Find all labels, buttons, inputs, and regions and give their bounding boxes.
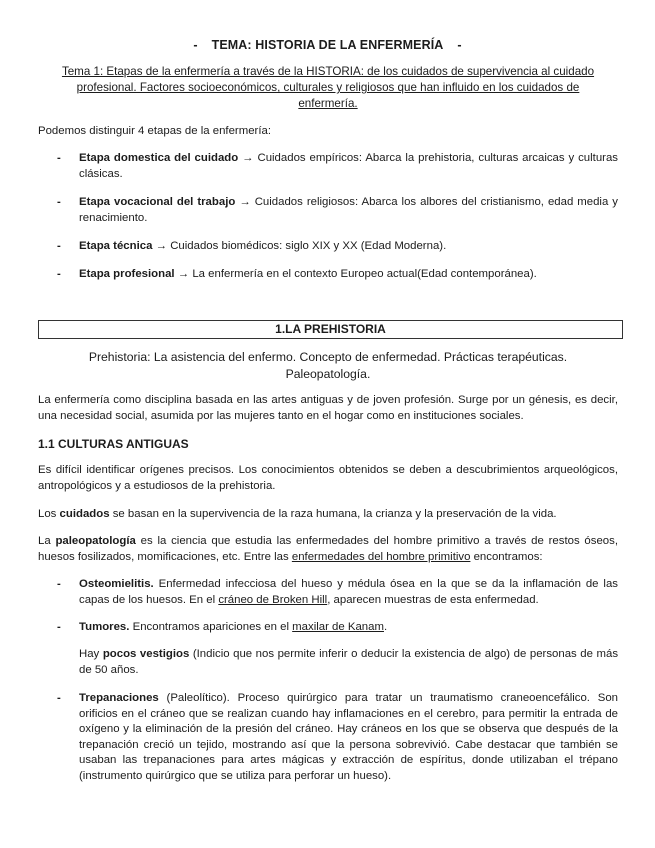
bullet: - — [57, 578, 61, 590]
paragraph-cuidados — [38, 507, 618, 523]
document-title — [0, 38, 655, 52]
intro-paragraph: Podemos distinguir 4 etapas de la enfermería: — [38, 125, 272, 137]
list-item-osteomielitis — [58, 577, 618, 608]
text-run: . — [383, 621, 388, 633]
list-item-stage-3 — [58, 239, 618, 255]
stage-text: Cuidados empíricos: Abarca la prehistoria, culturas arcaicas y culturas clásicas. — [79, 152, 618, 180]
underlined-term: cráneo de Broken Hill — [218, 593, 328, 606]
stage-name: Etapa técnica — [79, 240, 153, 252]
term-cuidados: cuidados — [59, 508, 110, 520]
subsection-heading: 1.1 CULTURAS ANTIGUAS — [38, 437, 189, 451]
text-run: Los — [38, 508, 60, 520]
stage-name: Etapa domestica del cuidado — [79, 152, 239, 164]
bullet: - — [57, 152, 61, 164]
text-run: Enfermedad infecciosa del hueso y médula ósea en la que se da la inflamación de las capas de los huesos. En el — [79, 578, 618, 606]
list-item-tumores — [58, 620, 618, 636]
arrow-icon: → — [177, 268, 190, 280]
section-subheading: Prehistoria: La asistencia del enfermo. Concepto de enfermedad. Prácticas terapéuticas. Paleopatología. — [88, 350, 568, 381]
list-item-stage-1 — [58, 151, 618, 182]
text-run: (Paleolítico). Proceso quirúrgico para tratar un traumatismo craneoencefálico. Son orificios en el cráneo que se realizan cuando hay inflamaciones en el cerebro, para permitir la entrada de oxígeno y la eliminación de la presión del cráneo. Hay cráneos en los que se observa que después de la trepanación creció un tejido, mostrando así que la persona sobrevivió. Cabe destacar que también se usaban las trepanaciones para artes mágicas y extracción de espíritus, donde utilizaban el trépano (instrumento quirúrgico que se utiliza para perforar un hueso). — [79, 692, 618, 782]
disease-name: Osteomielitis. — [79, 578, 154, 590]
text-run: se basan en la supervivencia de la raza humana, la crianza y la preservación de la vida. — [109, 508, 557, 520]
paragraph-origins: Es difícil identificar orígenes precisos. Los conocimientos obtenidos se deben a descubrimientos arqueológicos, antropológicos y a estudiosos de la prehistoria. — [38, 464, 618, 492]
title-dash-right: - — [457, 38, 462, 52]
term-vestigios: pocos vestigios — [102, 648, 190, 660]
underlined-term: enfermedades del hombre primitivo — [291, 550, 471, 563]
text-run: Hay — [79, 648, 103, 660]
text-run: encontramos: — [470, 550, 543, 563]
stage-name: Etapa profesional — [79, 268, 175, 280]
text-run: es la ciencia que estudia las enfermedades del hombre primitivo a través de restos óseos, huesos fosilizados, momificaciones, etc. Entre las — [38, 535, 618, 563]
bullet: - — [57, 240, 61, 252]
list-item-stage-4 — [58, 267, 618, 283]
bullet: - — [57, 692, 61, 704]
bullet: - — [57, 621, 61, 633]
title-dash-left: - — [193, 38, 198, 52]
stage-text: Cuidados biomédicos: siglo XIX y XX (Edad Moderna). — [170, 240, 447, 252]
text-run: Encontramos apariciones en el — [129, 621, 293, 633]
section-paragraph: La enfermería como disciplina basada en las artes antiguas y de joven profesión. Surge por un génesis, es decir, una necesidad social, asumida por las mujeres tanto en el hogar como en instituciones sociales. — [38, 394, 618, 422]
arrow-icon: → — [155, 240, 168, 252]
list-item-stage-2 — [58, 195, 618, 226]
term-paleopatologia: paleopatología — [55, 535, 136, 547]
title-text: TEMA: HISTORIA DE LA ENFERMERÍA — [211, 38, 444, 52]
arrow-icon: → — [239, 196, 251, 208]
document-subtitle: Tema 1: Etapas de la enfermería a través de la HISTORIA: de los cuidados de supervivencia al cuidado profesional. Factores socioeconómicos, culturales y religiosos que han influido en los cuidados de enfermería. — [61, 65, 595, 110]
stage-text: Cuidados religiosos: Abarca los albores del cristianismo, edad media y renacimiento. — [79, 196, 618, 224]
text-run: La — [38, 535, 56, 547]
bullet: - — [57, 196, 61, 208]
disease-name: Trepanaciones — [79, 692, 159, 704]
bullet: - — [57, 268, 61, 280]
paragraph-paleopatologia — [38, 534, 618, 565]
paragraph-vestigios — [58, 647, 618, 678]
section-heading-prehistoria: 1.LA PREHISTORIA — [38, 320, 623, 339]
stage-name: Etapa vocacional del trabajo — [79, 196, 236, 208]
disease-name: Tumores. — [79, 621, 130, 633]
text-run: , aparecen muestras de esta enfermedad. — [327, 593, 539, 606]
text-run: (Indicio que nos permite inferir o deducir la existencia de algo) de personas de más de 50 años. — [79, 648, 619, 676]
underlined-term: maxilar de Kanam — [292, 621, 384, 633]
arrow-icon: → — [242, 152, 254, 164]
list-item-trepanaciones — [58, 691, 618, 784]
stage-text: La enfermería en el contexto Europeo actual(Edad contemporánea). — [192, 268, 537, 280]
